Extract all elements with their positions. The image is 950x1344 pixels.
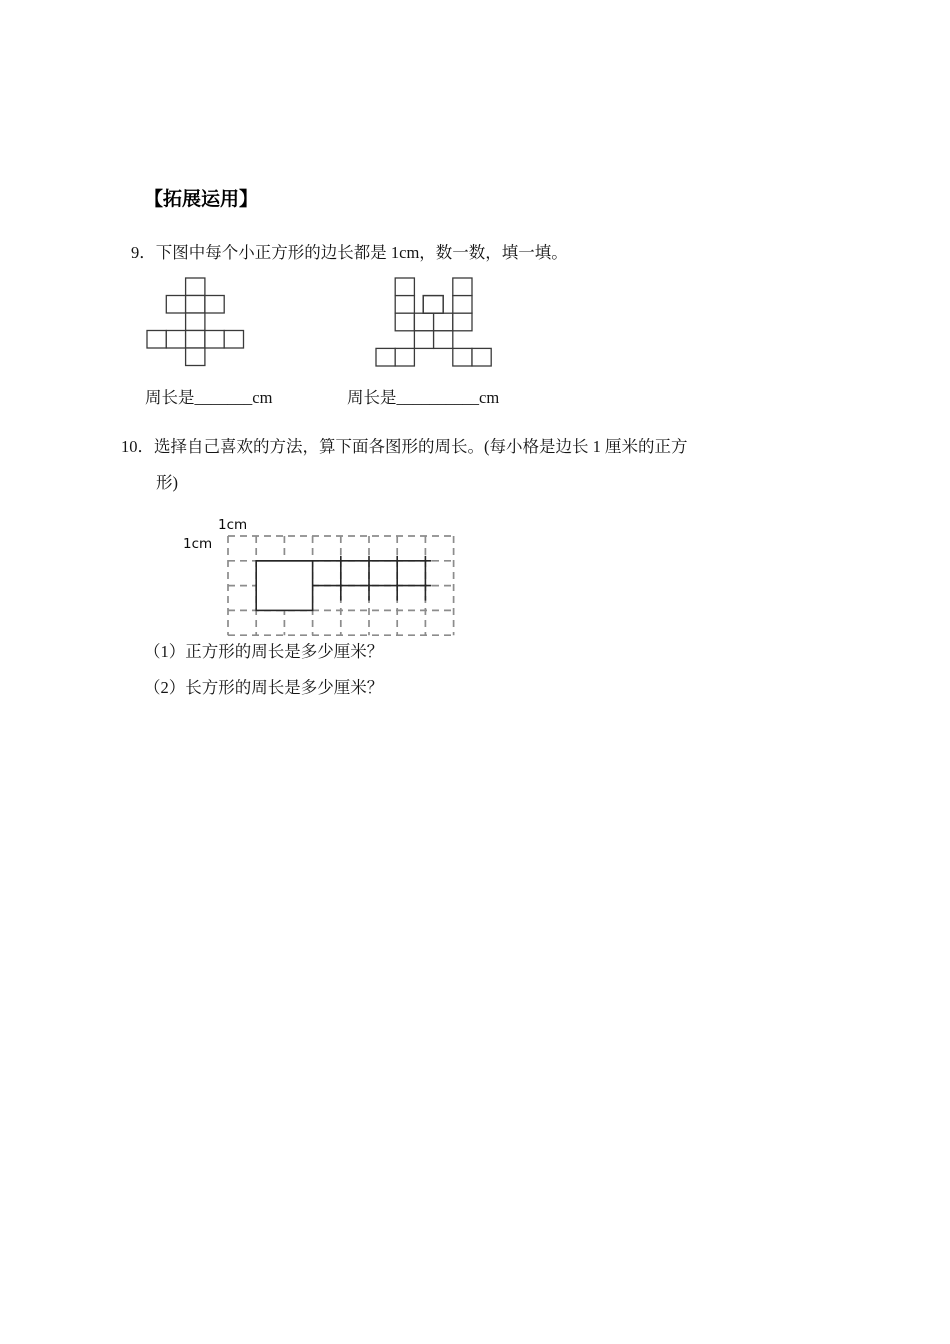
question-9-figure-right: [370, 272, 498, 372]
question-10-text-line2: 形): [156, 473, 178, 492]
q9-perimeter-blank-1: 周长是_______cm: [145, 388, 273, 407]
question-10-grid-figure: [224, 532, 464, 644]
q9-perimeter-blank-2: 周长是__________cm: [347, 388, 500, 407]
question-10-sub1: （1）正方形的周长是多少厘米？: [144, 642, 384, 661]
question-9-figure-left: [140, 272, 252, 372]
question-9-text: 9．下图中每个小正方形的边长都是 1cm，数一数，填一填。: [131, 243, 568, 262]
grid-top-unit-label: 1cm: [218, 517, 248, 533]
grid-left-unit-label: 1cm: [183, 536, 213, 552]
question-10-sub2: （2）长方形的周长是多少厘米？: [144, 678, 384, 697]
question-10-text-line1: 10．选择自己喜欢的方法，算下面各图形的周长。(每小格是边长 1 厘米的正方: [121, 437, 688, 456]
section-heading: 【拓展运用】: [144, 189, 259, 210]
